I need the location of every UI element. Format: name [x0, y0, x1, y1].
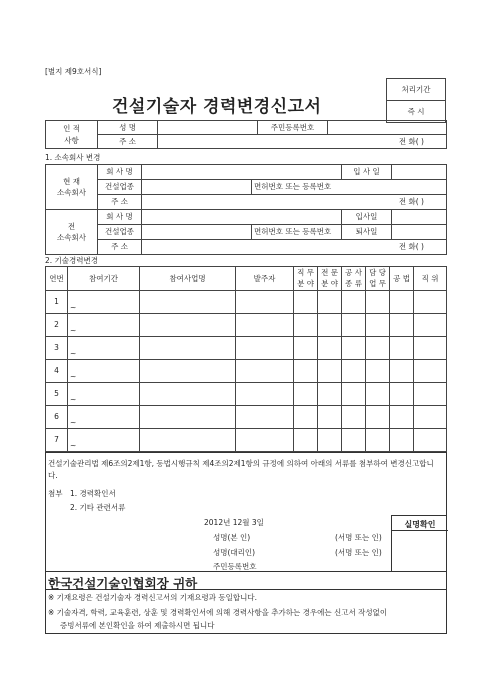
current-company-label: 현 재 소속회사: [46, 165, 98, 210]
period-field[interactable]: [68, 360, 140, 383]
period-tilde: ~: [70, 302, 77, 312]
period-field[interactable]: [68, 291, 140, 314]
table-row: [46, 337, 447, 360]
attachments-label: 첨부: [48, 489, 63, 498]
current-company-name-label: 회 사 명: [98, 165, 142, 180]
method-field[interactable]: [390, 291, 414, 314]
role-field[interactable]: [366, 291, 390, 314]
period-field[interactable]: [68, 314, 140, 337]
header-period: 참여기간: [68, 267, 140, 291]
prev-industry-label: 건설업종: [98, 225, 142, 240]
period-tilde: ~: [70, 440, 77, 450]
period-field[interactable]: [68, 406, 140, 429]
period-tilde: ~: [70, 325, 77, 335]
processing-label: 처리기간: [387, 79, 446, 101]
client-field[interactable]: [236, 314, 294, 337]
position-field[interactable]: [414, 429, 447, 452]
rrn-label: 주민등록번호: [258, 121, 328, 135]
header-specialty: 전 문 분 야: [318, 267, 342, 291]
prev-join-date-label: 입사일: [342, 210, 392, 225]
duty-field[interactable]: [294, 360, 318, 383]
work-type-field[interactable]: [342, 383, 366, 406]
project-field[interactable]: [140, 429, 236, 452]
period-field[interactable]: [68, 429, 140, 452]
work-type-field[interactable]: [342, 314, 366, 337]
period-tilde: ~: [70, 371, 77, 381]
prev-address-label: 주 소: [98, 240, 142, 255]
self-sign-label[interactable]: (서명 또는 인): [335, 533, 382, 542]
form-number: [별지 제9호서식]: [45, 67, 102, 76]
current-phone-label[interactable]: 전 화( ): [142, 195, 447, 210]
role-field[interactable]: [366, 360, 390, 383]
specialty-field[interactable]: [318, 406, 342, 429]
form-title: 건설기술자 경력변경신고서: [112, 97, 322, 117]
table-row: [46, 360, 447, 383]
identity-check-divider: [392, 530, 448, 531]
agent-rrn-label: 주민등록번호: [213, 562, 257, 571]
client-field[interactable]: [236, 383, 294, 406]
prev-leave-date-field[interactable]: [392, 225, 447, 240]
rrn-field[interactable]: [328, 121, 447, 135]
project-field[interactable]: [140, 360, 236, 383]
client-field[interactable]: [236, 429, 294, 452]
duty-field[interactable]: [294, 314, 318, 337]
report-date: 2012년 12월 3일: [204, 518, 264, 527]
current-address-label: 주 소: [98, 195, 142, 210]
note-1: ※ 기재요령은 건설기술자 경력신고서의 기재요령과 동일합니다.: [48, 593, 257, 602]
position-field[interactable]: [414, 360, 447, 383]
prev-industry-field[interactable]: [142, 225, 252, 240]
address-label: 주 소: [98, 135, 158, 149]
header-work-type: 공 사 종 류: [342, 267, 366, 291]
work-type-field[interactable]: [342, 291, 366, 314]
processing-period-box: [386, 78, 446, 123]
phone-label[interactable]: 전 화( ): [158, 135, 447, 149]
header-no: 연번: [46, 267, 68, 291]
applicant-label: 인 적 사항: [46, 121, 98, 149]
specialty-field[interactable]: [318, 383, 342, 406]
note-2: ※ 기술자격, 학력, 교육훈련, 상훈 및 경력확인서에 의해 경력사항을 추가하는 경우에는 신고서 작성없이: [48, 608, 388, 617]
work-type-field[interactable]: [342, 429, 366, 452]
position-field[interactable]: [414, 383, 447, 406]
current-industry-label: 건설업종: [98, 180, 142, 195]
prev-company-name-field[interactable]: [142, 210, 342, 225]
period-tilde: ~: [70, 348, 77, 358]
section1-title: 1. 소속회사 변경: [45, 153, 101, 162]
processing-value: 즉 시: [387, 101, 446, 123]
specialty-field[interactable]: [318, 314, 342, 337]
specialty-field[interactable]: [318, 360, 342, 383]
identity-check-label: 실명확인: [404, 520, 436, 529]
period-field[interactable]: [68, 383, 140, 406]
role-field[interactable]: [366, 337, 390, 360]
section2-title: 2. 기술경력변경: [45, 256, 99, 265]
period-field[interactable]: [68, 337, 140, 360]
project-field[interactable]: [140, 337, 236, 360]
project-field[interactable]: [140, 314, 236, 337]
agent-sign-label[interactable]: (서명 또는 인): [335, 548, 382, 557]
current-join-date-label: 입 사 일: [342, 165, 392, 180]
client-field[interactable]: [236, 291, 294, 314]
name-label: 성 명: [98, 121, 158, 135]
header-duty: 직 무 분 야: [294, 267, 318, 291]
duty-field[interactable]: [294, 406, 318, 429]
company-table: [45, 164, 447, 255]
prev-license-label[interactable]: 면허번호 또는 등록번호: [252, 225, 342, 240]
agent-name-label: 성명(대리인): [213, 548, 256, 557]
position-field[interactable]: [414, 314, 447, 337]
header-position: 직 위: [414, 267, 447, 291]
position-field[interactable]: [414, 291, 447, 314]
row-number: 1: [46, 291, 68, 314]
project-field[interactable]: [140, 291, 236, 314]
project-field[interactable]: [140, 406, 236, 429]
row-number: 4: [46, 360, 68, 383]
row-number: 2: [46, 314, 68, 337]
method-field[interactable]: [390, 429, 414, 452]
row-number: 5: [46, 383, 68, 406]
current-join-date-field[interactable]: [392, 165, 447, 180]
project-field[interactable]: [140, 383, 236, 406]
method-field[interactable]: [390, 406, 414, 429]
recipient-text: 한국건설기술인협회장 귀하: [48, 576, 198, 591]
role-field[interactable]: [366, 383, 390, 406]
role-field[interactable]: [366, 314, 390, 337]
current-company-name-field[interactable]: [142, 165, 342, 180]
role-field[interactable]: [366, 429, 390, 452]
prev-company-label: 전 소속회사: [46, 210, 98, 255]
client-field[interactable]: [236, 360, 294, 383]
notes-box: [45, 590, 447, 634]
header-client: 발주자: [236, 267, 294, 291]
header-method: 공 법: [390, 267, 414, 291]
role-field[interactable]: [366, 406, 390, 429]
position-field[interactable]: [414, 337, 447, 360]
note-3: 증빙서류에 본인확인을 하여 제출하시면 됩니다: [60, 621, 215, 630]
work-type-field[interactable]: [342, 406, 366, 429]
duty-field[interactable]: [294, 337, 318, 360]
row-number: 6: [46, 406, 68, 429]
identity-check-box[interactable]: [391, 515, 447, 572]
table-row: [46, 291, 447, 314]
prev-company-name-label: 회 사 명: [98, 210, 142, 225]
self-name-label: 성명(본 인): [213, 533, 251, 542]
method-field[interactable]: [390, 337, 414, 360]
header-role: 담 당 업 무: [366, 267, 390, 291]
client-field[interactable]: [236, 406, 294, 429]
prev-join-date-field[interactable]: [392, 210, 447, 225]
work-type-field[interactable]: [342, 337, 366, 360]
duty-field[interactable]: [294, 291, 318, 314]
prev-phone-label[interactable]: 전 화( ): [142, 240, 447, 255]
work-type-field[interactable]: [342, 360, 366, 383]
client-field[interactable]: [236, 337, 294, 360]
period-tilde: ~: [70, 417, 77, 427]
specialty-field[interactable]: [318, 291, 342, 314]
row-number: 3: [46, 337, 68, 360]
specialty-field[interactable]: [318, 429, 342, 452]
table-row: [46, 406, 447, 429]
table-row: [46, 429, 447, 452]
period-tilde: ~: [70, 394, 77, 404]
career-table: [45, 266, 447, 452]
prev-leave-date-label: 퇴사일: [342, 225, 392, 240]
applicant-table: [45, 120, 447, 149]
table-row: [46, 383, 447, 406]
method-field[interactable]: [390, 314, 414, 337]
attachment-item-1: 1. 경력확인서: [70, 489, 116, 498]
specialty-field[interactable]: [318, 337, 342, 360]
method-field[interactable]: [390, 383, 414, 406]
duty-field[interactable]: [294, 383, 318, 406]
method-field[interactable]: [390, 360, 414, 383]
current-license-label[interactable]: 면허번호 또는 등록번호: [252, 180, 447, 195]
attachment-item-2: 2. 기타 관련서류: [70, 503, 126, 512]
header-project: 참여사업명: [140, 267, 236, 291]
duty-field[interactable]: [294, 429, 318, 452]
current-industry-field[interactable]: [142, 180, 252, 195]
declaration-box: [45, 452, 447, 572]
table-row: [46, 314, 447, 337]
name-field[interactable]: [158, 121, 258, 135]
position-field[interactable]: [414, 406, 447, 429]
declaration-text: 건설기술관리법 제6조의2제1항, 동법시행규칙 제4조의2제1항의 규정에 의하여 아래의 서류를 첨부하여 변경신고합니다.: [48, 459, 434, 480]
recipient-box: [45, 572, 447, 590]
row-number: 7: [46, 429, 68, 452]
